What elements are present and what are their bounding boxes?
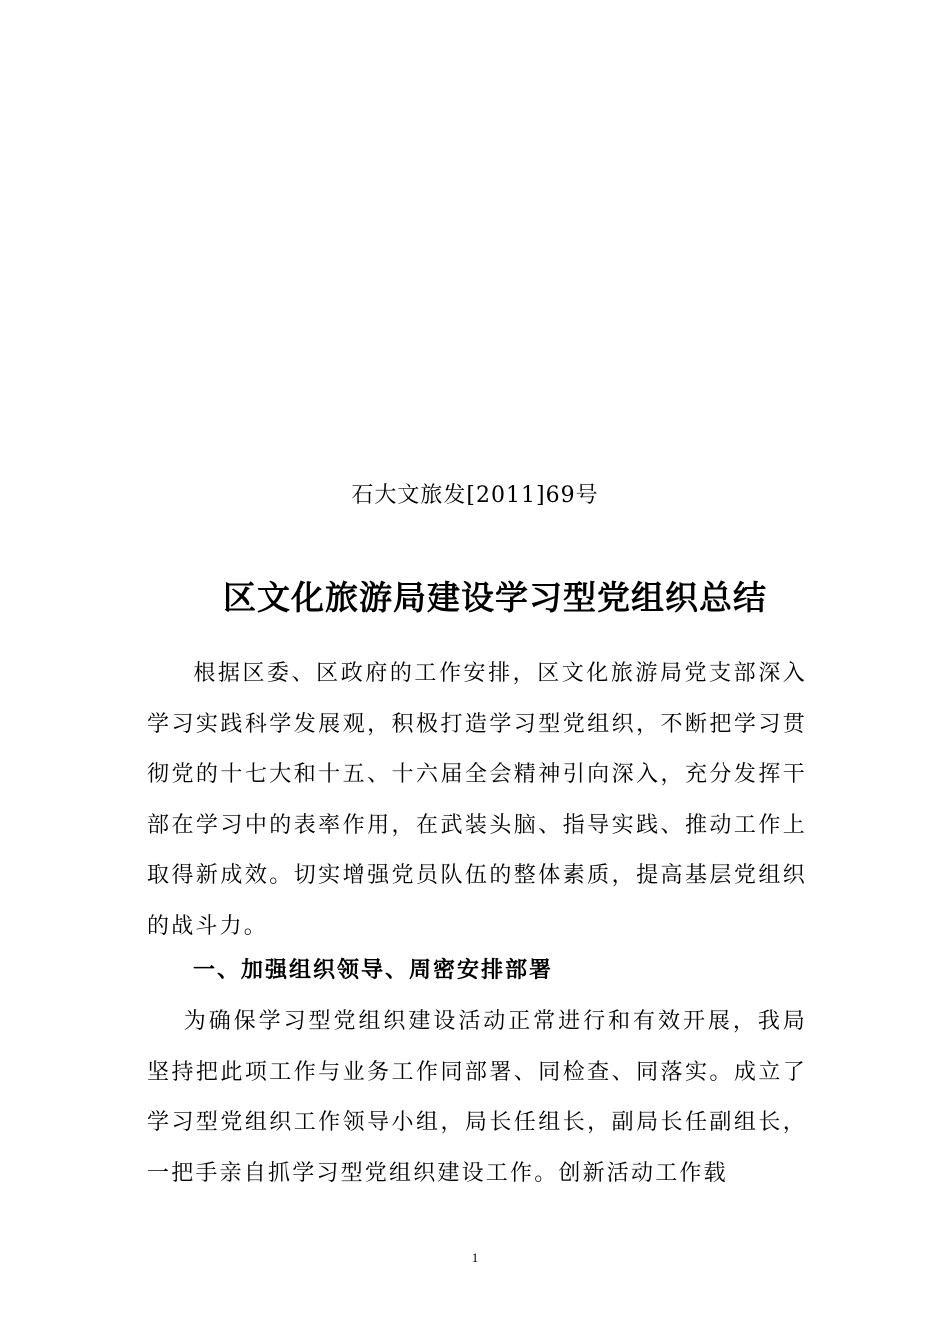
- section-heading: 一、加强组织领导、周密安排部署: [193, 958, 554, 983]
- document-title: 区文化旅游局建设学习型党组织总结: [223, 578, 767, 617]
- body-paragraph: [147, 997, 807, 1199]
- paragraph-text: 为确保学习型党组织建设活动正常进行和有效开展，我局坚持把此项工作与业务工作同部署、同检查、同落实。成立了学习型党组织工作领导小组，局长任组长，副局长任副组长，一把手亲自抓学习型党组织建设工作。创新活动工作载: [147, 1009, 807, 1186]
- page-number: 1: [471, 1250, 479, 1265]
- body-paragraph: [147, 649, 807, 952]
- document-number: 石大文旅发[2011]69号: [351, 483, 599, 508]
- paragraph-text: 根据区委、区政府的工作安排，区文化旅游局党支部深入学习实践科学发展观，积极打造学习型党组织，不断把学习贯彻党的十七大和十五、十六届全会精神引向深入，充分发挥干部在学习中的表率作用，在武装头脑、指导实践、推动工作上取得新成效。切实增强党员队伍的整体素质，提高基层党组织的战斗力。: [147, 661, 807, 939]
